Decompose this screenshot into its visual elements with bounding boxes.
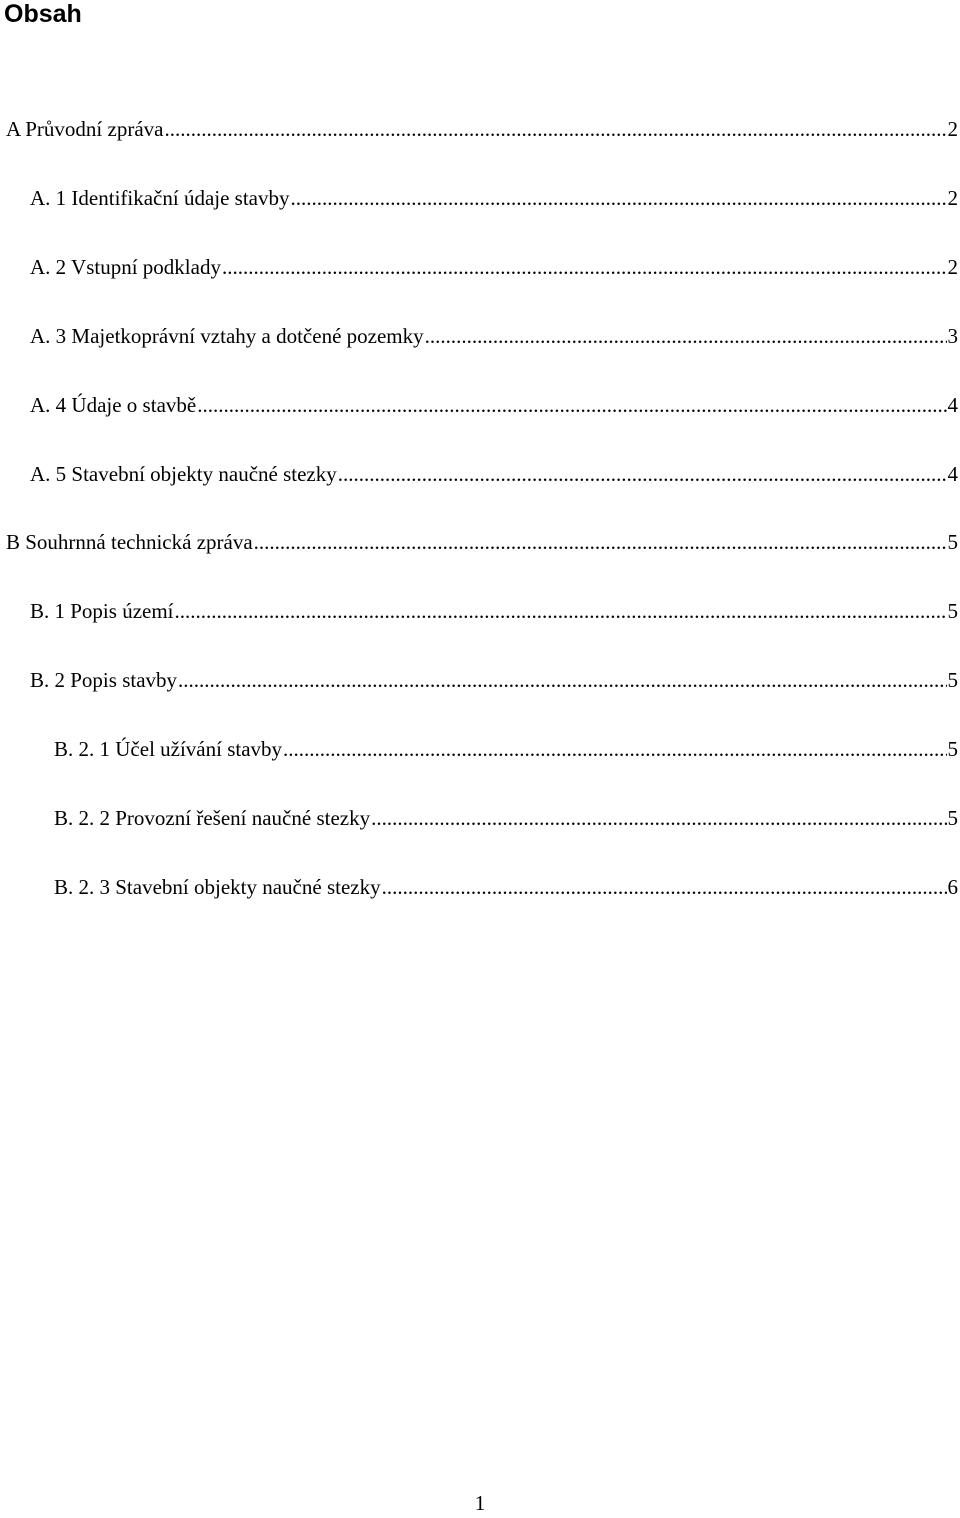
toc-entry[interactable]	[54, 803, 960, 833]
toc-entry-label: A. 4 Údaje o stavbě	[30, 390, 196, 420]
toc-entry-label: A. 2 Vstupní podklady	[30, 252, 221, 282]
toc-entry[interactable]	[30, 183, 960, 213]
page-title: Obsah	[4, 0, 82, 30]
toc-dot-leader	[178, 665, 946, 695]
toc-entry-label: A Průvodní zpráva	[6, 114, 163, 144]
toc-entry[interactable]	[6, 114, 960, 144]
toc-entry-page: 2	[948, 114, 960, 144]
toc-entry-label: B. 2 Popis stavby	[30, 665, 177, 695]
toc-entry-page: 4	[948, 390, 960, 420]
toc-entry[interactable]	[54, 872, 960, 902]
toc-entry-label: B. 2. 1 Účel užívání stavby	[54, 734, 282, 764]
toc-entry[interactable]	[30, 665, 960, 695]
toc-dot-leader	[291, 183, 947, 213]
toc-entry-page: 3	[948, 321, 960, 351]
toc-entry-label: B. 1 Popis území	[30, 596, 174, 626]
toc-entry[interactable]	[30, 596, 960, 626]
toc-entry[interactable]	[30, 459, 960, 489]
toc-entry-label: B. 2. 2 Provozní řešení naučné stezky	[54, 803, 370, 833]
toc-dot-leader	[338, 459, 947, 489]
toc-entry[interactable]	[30, 252, 960, 282]
toc-dot-leader	[254, 527, 947, 557]
toc-dot-leader	[425, 321, 947, 351]
toc-entry-page: 5	[948, 803, 960, 833]
toc-dot-leader	[222, 252, 947, 282]
toc-entry-label: A. 1 Identifikační údaje stavby	[30, 183, 290, 213]
toc-dot-leader	[175, 596, 947, 626]
toc-entry-page: 2	[948, 252, 960, 282]
toc-entry-label: B Souhrnná technická zpráva	[6, 527, 253, 557]
toc-entry[interactable]	[6, 527, 960, 557]
toc-entry-page: 4	[948, 459, 960, 489]
toc-entry-label: B. 2. 3 Stavební objekty naučné stezky	[54, 872, 381, 902]
toc-entry-page: 5	[948, 665, 960, 695]
toc-entry-page: 5	[948, 596, 960, 626]
toc-dot-leader	[197, 390, 946, 420]
toc-entry-page: 5	[948, 734, 960, 764]
toc-entry-page: 2	[948, 183, 960, 213]
toc-dot-leader	[371, 803, 946, 833]
toc-dot-leader	[283, 734, 946, 764]
toc-entry[interactable]	[30, 321, 960, 351]
toc-entry-label: A. 3 Majetkoprávní vztahy a dotčené pozemky	[30, 321, 424, 351]
toc-entry-page: 6	[948, 872, 960, 902]
toc-dot-leader	[164, 114, 946, 144]
toc-entry[interactable]	[30, 390, 960, 420]
toc-entry-page: 5	[948, 527, 960, 557]
toc-dot-leader	[382, 872, 947, 902]
toc-entry[interactable]	[54, 734, 960, 764]
toc-entry-label: A. 5 Stavební objekty naučné stezky	[30, 459, 337, 489]
page-number: 1	[0, 1488, 960, 1518]
